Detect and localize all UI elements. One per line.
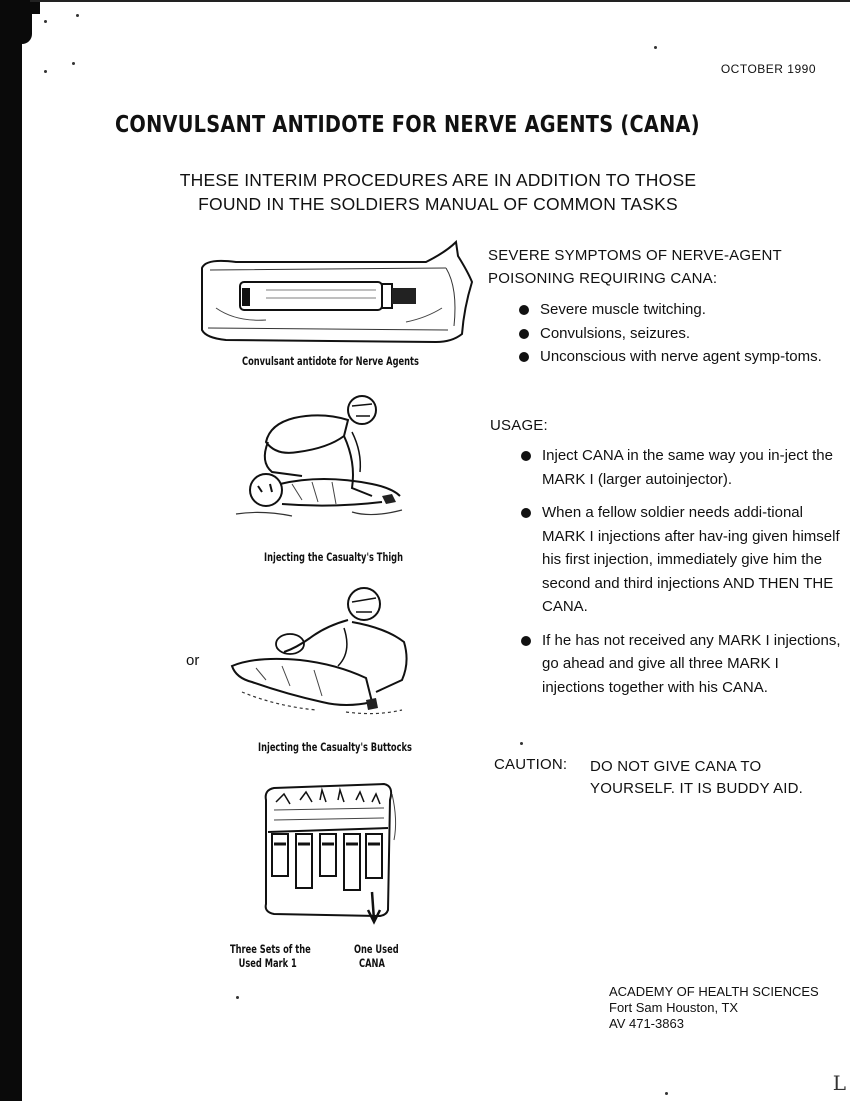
footer-address	[609, 984, 819, 1032]
scan-speck	[76, 14, 79, 17]
bullet-icon	[521, 451, 531, 461]
buttocks-injection-illustration	[226, 582, 412, 724]
or-label: or	[186, 652, 200, 669]
buttocks-caption: Injecting the Casualty's Buttocks	[258, 740, 412, 754]
caution-text	[590, 756, 840, 800]
caution-line: DO NOT GIVE CANA TO	[590, 758, 762, 775]
subtitle-line: THESE INTERIM PROCEDURES ARE IN ADDITION TO THOSE	[179, 170, 697, 190]
scan-edge-notch	[22, 14, 32, 44]
caption-line: Three Sets of the	[230, 942, 311, 956]
list-item	[518, 345, 844, 369]
list-item-text: If he has not received any MARK I injections, go ahead and give all three MARK I injections together with his CANA.	[542, 631, 841, 696]
bullet-icon	[519, 352, 529, 362]
bullet-icon	[519, 329, 529, 339]
list-item-text: Convulsions, seizures.	[540, 324, 691, 342]
subtitle-line: FOUND IN THE SOLDIERS MANUAL OF COMMON TASKS	[198, 194, 678, 214]
used-injectors-illustration	[260, 780, 400, 940]
usage-list	[520, 444, 842, 699]
list-item	[518, 298, 844, 322]
caution-line: YOURSELF. IT IS BUDDY AID.	[590, 780, 804, 797]
used-mark1-caption	[230, 942, 311, 970]
caption-line: Used Mark 1	[238, 956, 297, 970]
list-item-text: Inject CANA in the same way you in-ject the MARK I (larger autoinjector).	[542, 447, 833, 488]
footer-location: Fort Sam Houston, TX	[609, 1000, 739, 1015]
list-item	[518, 322, 844, 346]
footer-org: ACADEMY OF HEALTH SCIENCES	[609, 984, 819, 999]
bullet-icon	[521, 508, 531, 518]
list-item-text: Unconscious with nerve agent symp-toms.	[540, 348, 822, 365]
footer-phone: AV 471-3863	[609, 1016, 684, 1031]
document-subtitle	[150, 168, 726, 216]
scan-speck	[44, 20, 47, 23]
autoinjector-illustration	[196, 238, 480, 356]
bullet-icon	[519, 305, 529, 315]
heading-line: POISONING REQUIRING CANA:	[488, 270, 718, 287]
scan-left-edge	[0, 0, 22, 1101]
scan-speck	[654, 46, 657, 49]
caption-line: CANA	[359, 956, 385, 970]
scan-speck	[236, 996, 239, 999]
symptoms-list	[518, 298, 844, 369]
scan-speck	[72, 62, 75, 65]
caution-label: CAUTION:	[494, 756, 568, 773]
bullet-icon	[521, 636, 531, 646]
heading-line: SEVERE SYMPTOMS OF NERVE-AGENT	[488, 247, 782, 264]
list-item	[520, 501, 842, 619]
autoinjector-caption: Convulsant antidote for Nerve Agents	[242, 354, 419, 368]
symptoms-heading	[488, 244, 782, 290]
list-item	[520, 629, 842, 700]
corner-mark: L	[832, 1071, 846, 1095]
list-item-text: When a fellow soldier needs addi-tional MARK I injections after hav-ing given himself his first injection, immediately give him the second and third injections AND THEN THE CANA.	[542, 504, 840, 615]
scan-speck	[44, 70, 47, 73]
used-cana-caption	[354, 942, 399, 970]
scan-speck	[665, 1092, 668, 1095]
list-item-text: Severe muscle twitching.	[540, 301, 706, 318]
scan-speck	[520, 742, 523, 745]
list-item	[520, 444, 842, 491]
thigh-caption: Injecting the Casualty's Thigh	[264, 550, 404, 564]
scan-top-corner	[0, 0, 40, 14]
document-title: CONVULSANT ANTIDOTE FOR NERVE AGENTS (CANA)	[114, 112, 700, 138]
thigh-injection-illustration	[232, 392, 412, 532]
caption-line: One Used	[354, 942, 399, 956]
usage-heading: USAGE:	[490, 417, 548, 434]
document-date: OCTOBER 1990	[720, 62, 816, 76]
scan-top-rule	[30, 0, 850, 2]
